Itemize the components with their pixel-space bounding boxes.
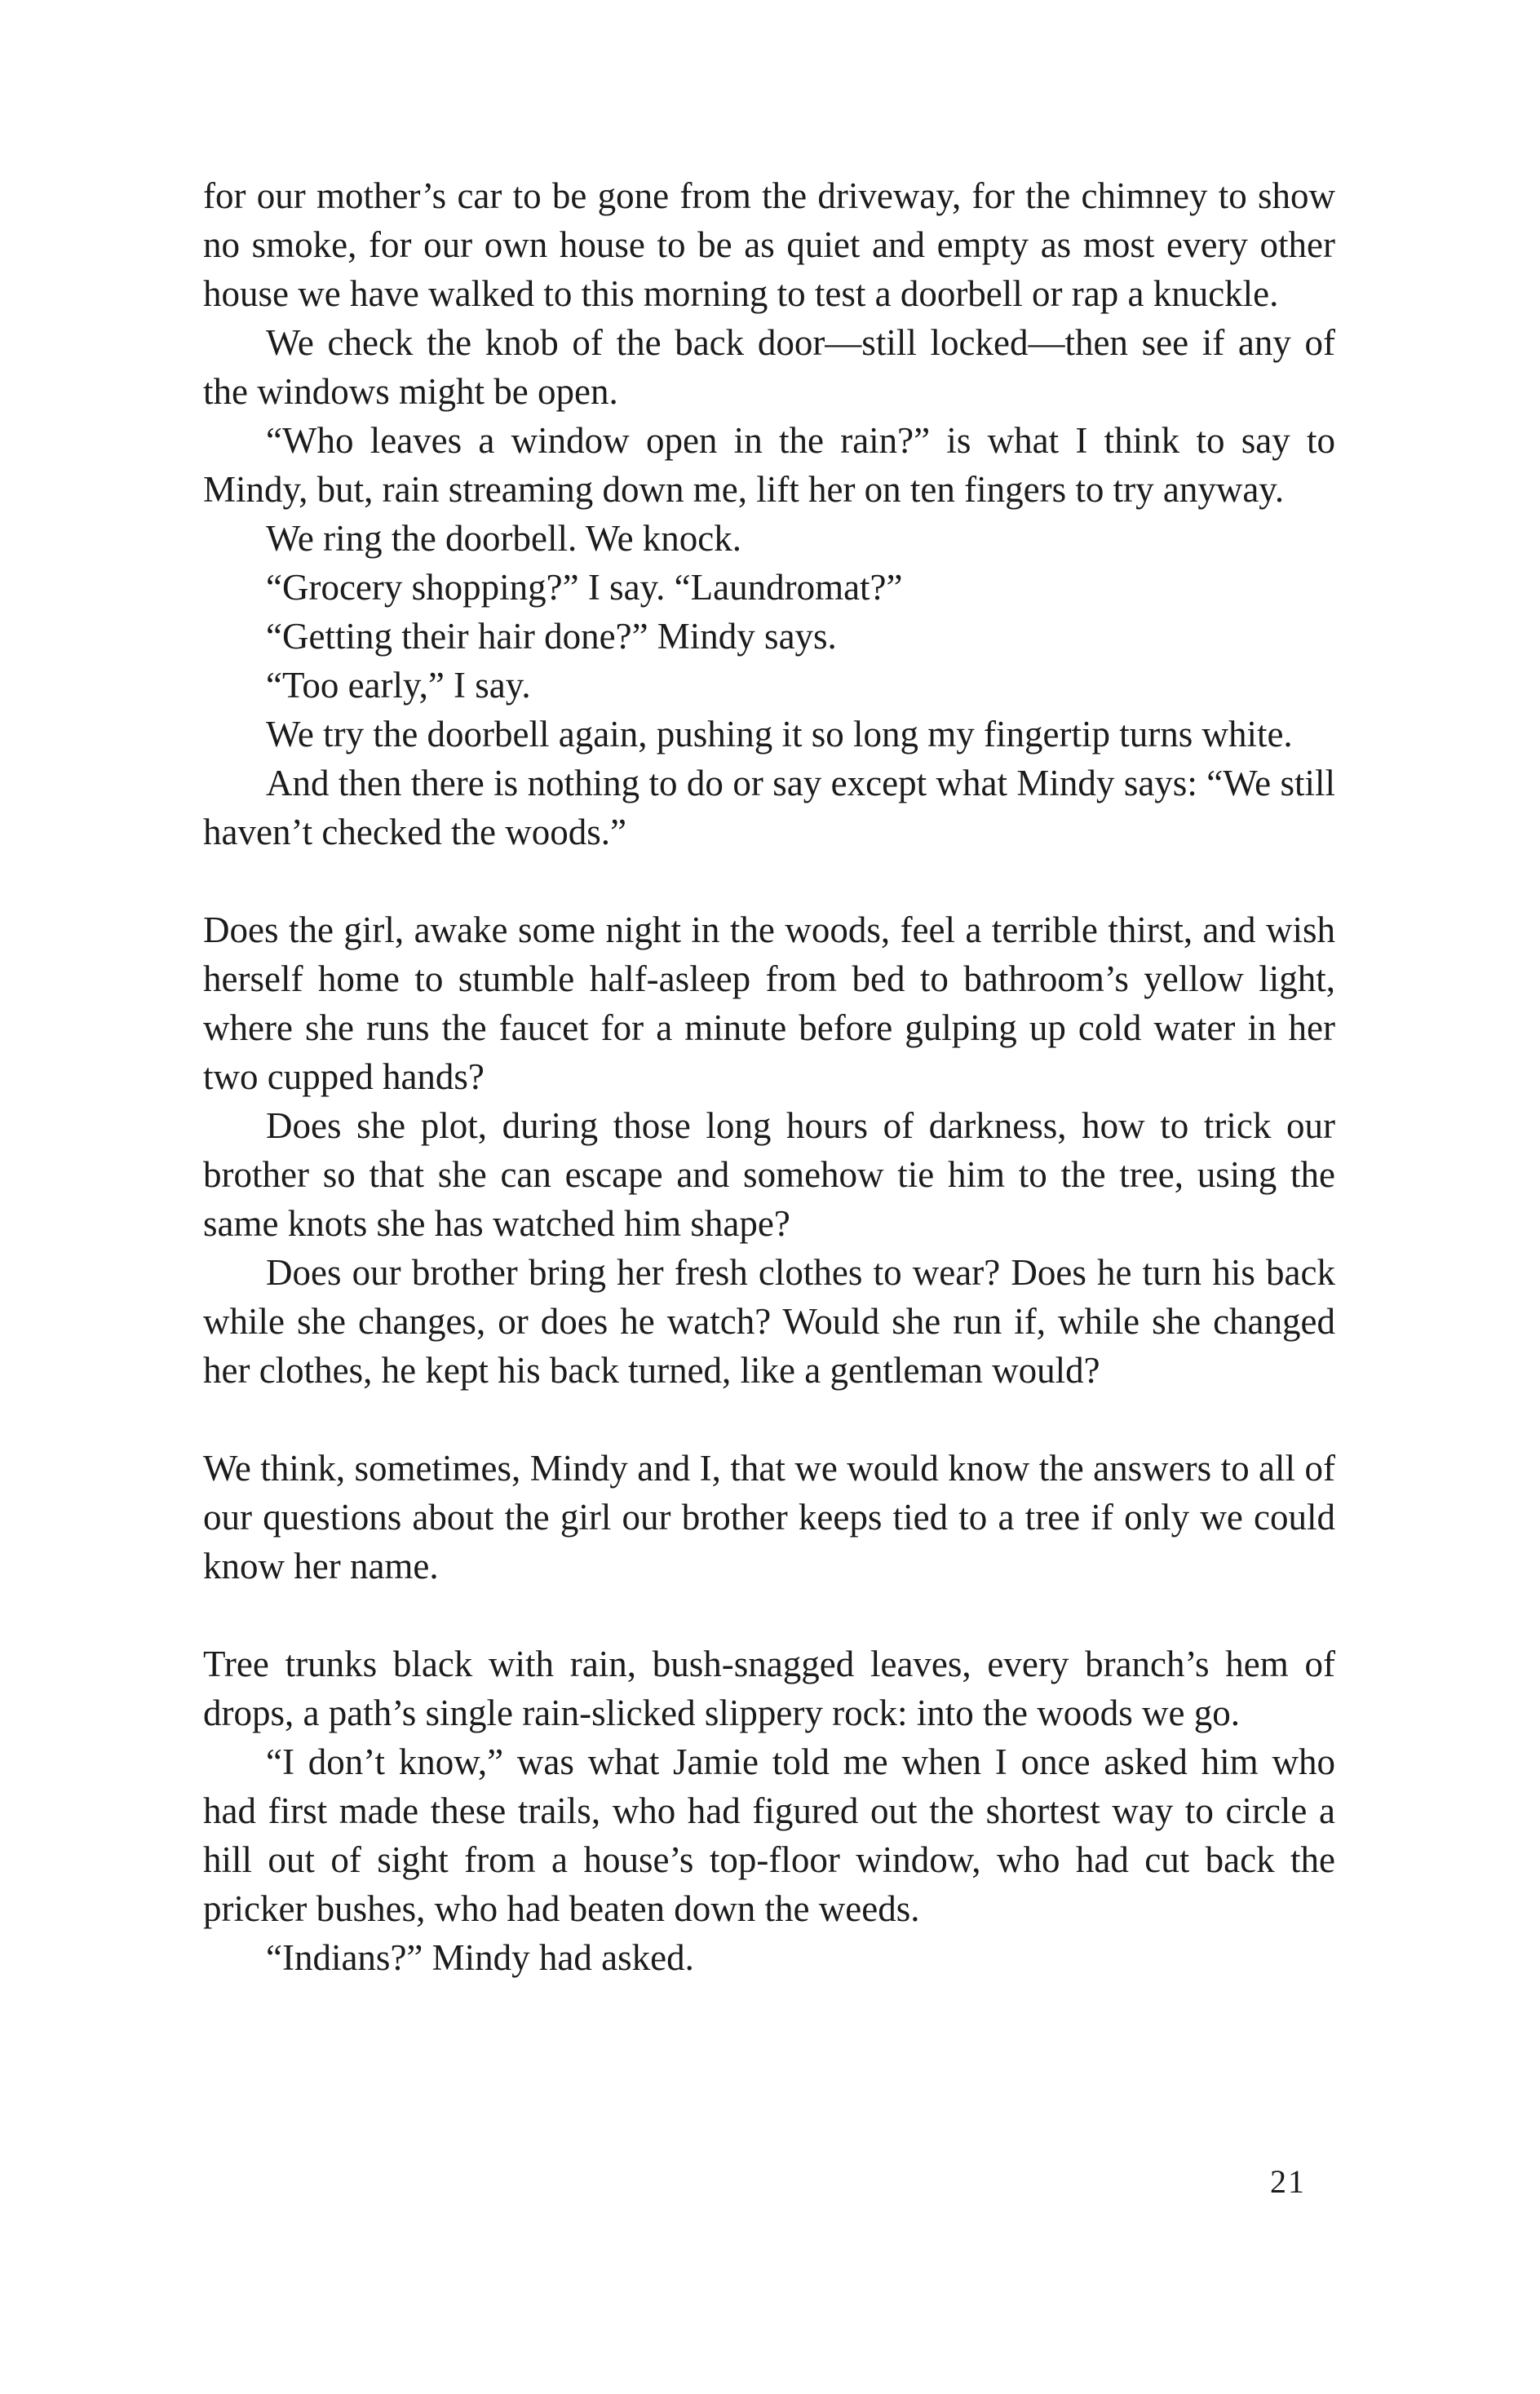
paragraph: Does she plot, during those long hours of darkness, how to trick our brother so that she can escape and somehow tie him to the tree, using the same knots she has watched him shape?	[203, 1105, 1335, 1244]
page-number: 21	[1270, 2163, 1306, 2200]
paragraph: We try the doorbell again, pushing it so long my fingertip turns white.	[266, 714, 1293, 754]
paragraph: We check the knob of the back door—still locked—then see if any of the windows might be open.	[203, 322, 1335, 412]
paragraph: “Indians?” Mindy had asked.	[266, 1937, 694, 1978]
section-her-name	[203, 1444, 1335, 1591]
paragraph: We think, sometimes, Mindy and I, that we would know the answers to all of our questions about the girl our brother keeps tied to a tree if only we could know her name.	[203, 1448, 1335, 1586]
paragraph: “Grocery shopping?” I say. “Laundromat?”	[266, 567, 903, 608]
paragraph: “I don’t know,” was what Jamie told me when I once asked him who had first made these trails, who had figured out the shortest way to circle a hill out of sight from a house’s top-floor window, who had cut back the pricker bushes, who had beaten down the weeds.	[203, 1741, 1335, 1929]
paragraph: We ring the doorbell. We knock.	[266, 518, 742, 559]
paragraph: “Too early,” I say.	[266, 665, 531, 706]
body-text	[203, 171, 1335, 1982]
paragraph: “Getting their hair done?” Mindy says.	[266, 616, 837, 657]
paragraph: “Who leaves a window open in the rain?” is what I think to say to Mindy, but, rain streaming down me, lift her on ten fingers to try anyway.	[203, 420, 1335, 510]
paragraph: for our mother’s car to be gone from the driveway, for the chimney to show no smoke, for our own house to be as quiet and empty as most every other house we have walked to this morning to test a doorbell or rap a knuckle.	[203, 175, 1335, 314]
paragraph: And then there is nothing to do or say except what Mindy says: “We still haven’t checked the woods.”	[203, 763, 1335, 852]
paragraph: Tree trunks black with rain, bush-snagged leaves, every branch’s hem of drops, a path’s single rain-slicked slippery rock: into the woods we go.	[203, 1644, 1335, 1733]
section-into-the-woods	[203, 1640, 1335, 1982]
section-house-check	[203, 171, 1335, 856]
section-girl-questions	[203, 905, 1335, 1395]
paragraph: Does our brother bring her fresh clothes to wear? Does he turn his back while she changes, or does he watch? Would she run if, while she changed her clothes, he kept his back turned, like a gentleman would?	[203, 1252, 1335, 1391]
paragraph: Does the girl, awake some night in the woods, feel a terrible thirst, and wish herself home to stumble half-asleep from bed to bathroom’s yellow light, where she runs the faucet for a minute before gulping up cold water in her two cupped hands?	[203, 909, 1335, 1097]
